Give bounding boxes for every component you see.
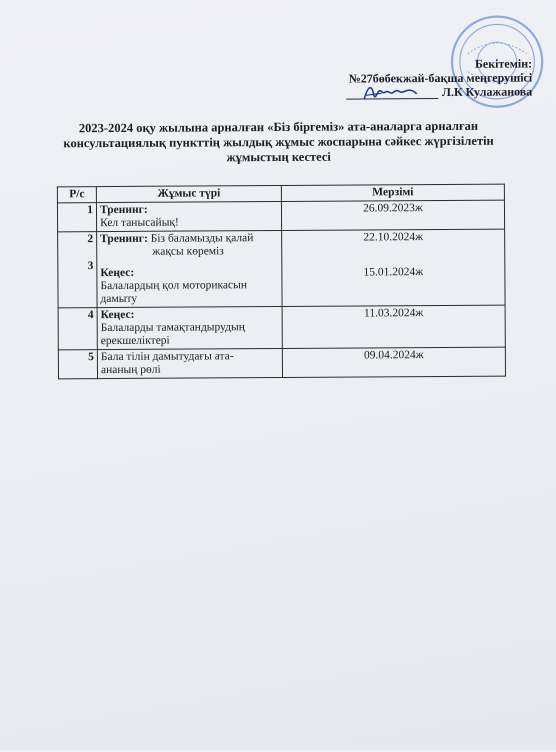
row-date-3: 15.01.2024ж [363, 266, 424, 279]
table-row [58, 347, 505, 379]
signatory-name: Л.К Кулажанова [441, 84, 533, 99]
schedule-table [57, 184, 506, 380]
work-type-text-b: Балалардың қол моторикасын [100, 279, 248, 293]
row-date: 09.04.2024ж [282, 347, 505, 377]
title-line-1: 2023-2024 оқу жылына арналған «Біз біргеміз» ата-аналарга арналған [78, 118, 479, 136]
approval-block [346, 56, 533, 99]
work-type-label: Кеңес: [100, 308, 135, 322]
work-type-label: Тренинг: [99, 203, 148, 217]
work-type-text-b-cont: дамыту [100, 292, 138, 306]
table-row [58, 305, 505, 350]
work-type-text-cont: ананың рөлі [100, 363, 161, 377]
header-work-type: Жұмыс түрі [96, 185, 281, 202]
work-type-text-cont: ерекшеліктері [100, 334, 170, 348]
row-number: 4 [58, 308, 97, 350]
row-number [58, 232, 97, 308]
title-line-2: консультациялық пункттің жылдық жұмыс жоспарына сәйкес жүргізілетін [63, 133, 494, 151]
title-line-3: жұмыстың кестесі [226, 149, 331, 165]
work-type-text: Кел танысайық! [100, 216, 179, 230]
approval-label: Бекітемін: [474, 56, 533, 71]
row-date-2: 22.10.2024ж [363, 231, 424, 244]
approval-signatory [346, 84, 532, 99]
row-date: 11.03.2024ж [282, 305, 505, 348]
table-row [57, 200, 504, 232]
row-date: 26.09.2023ж [281, 200, 504, 230]
header-number: Р/с [57, 187, 96, 203]
header-date: Мерзімі [281, 184, 504, 201]
row-number: 1 [57, 203, 96, 232]
document-title [28, 118, 528, 166]
row-work-type [96, 201, 281, 231]
row-work-type [97, 306, 282, 349]
row-work-type [97, 230, 282, 307]
work-type-text: Балаларды тамақтандырудың [100, 321, 245, 335]
row-number-3: 3 [87, 260, 94, 273]
approval-position: №27бөбекжай-бақша меңгерушісі [348, 70, 533, 86]
work-type-text: Біз баламызды қалай [150, 232, 254, 245]
work-type-label: Тренинг: [100, 232, 148, 246]
row-number-2: 2 [87, 233, 94, 246]
work-type-text-cont: жақсы көреміз [152, 245, 224, 258]
row-work-type [97, 348, 282, 378]
row-date [282, 229, 505, 306]
table-row [58, 229, 505, 308]
work-type-label-b: Кеңес: [100, 266, 135, 280]
row-number: 5 [58, 350, 97, 379]
work-type-text: Бала тілін дамытудағы ата- [100, 350, 234, 364]
